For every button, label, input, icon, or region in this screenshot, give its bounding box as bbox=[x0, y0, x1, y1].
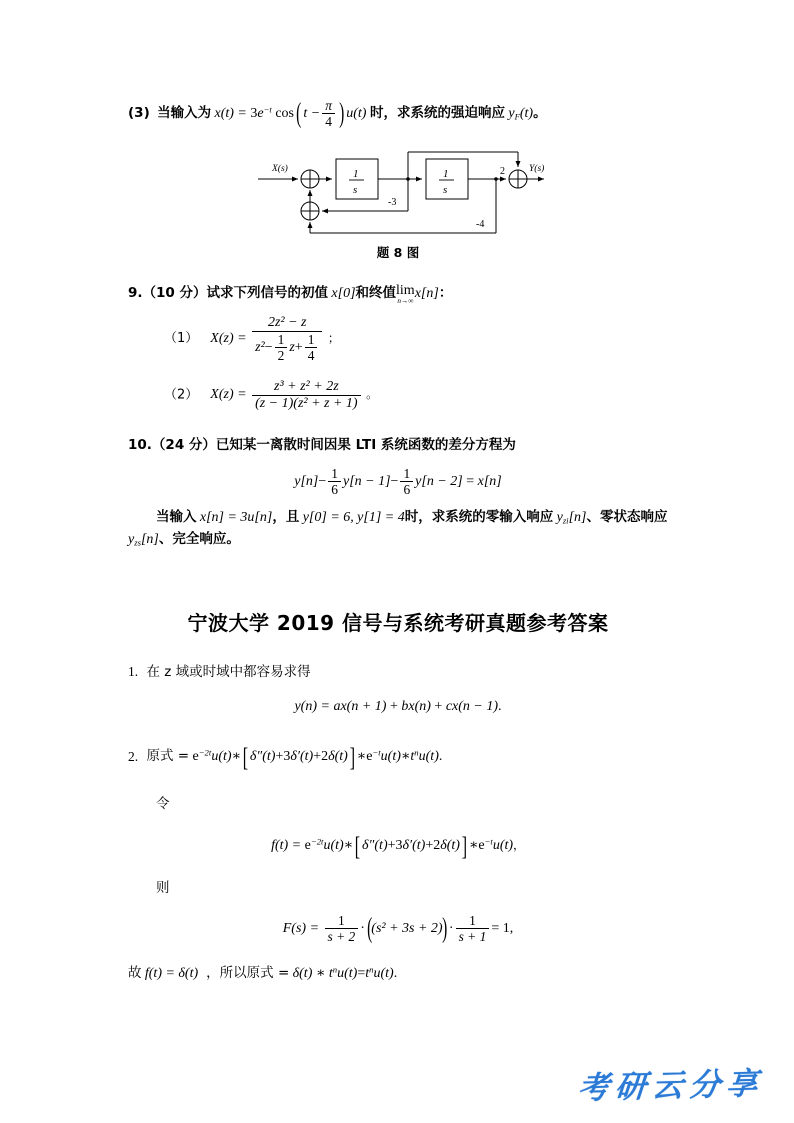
a2l1-e2-base: e bbox=[366, 749, 373, 765]
diagram-gain-inner: -3 bbox=[388, 197, 397, 209]
a1-coef-a: a bbox=[333, 698, 341, 714]
a2l2-plus2: + bbox=[425, 838, 434, 854]
a2l1-period: . bbox=[438, 749, 443, 765]
den-fraction-2 bbox=[305, 332, 318, 363]
a2l2-delta2: δ″(t) bbox=[362, 838, 388, 854]
a2l4-comma: ，所以原式 = bbox=[206, 964, 290, 981]
item2-fraction bbox=[252, 379, 361, 411]
a2l2-e2-pow: −t bbox=[484, 836, 493, 847]
condition-init2: y[1] = 4 bbox=[357, 510, 405, 526]
formula-exp-base: e bbox=[257, 105, 264, 121]
a2l2-coef3: 3 bbox=[395, 838, 403, 854]
a2l4-expr1: δ(t) ∗ t bbox=[292, 965, 333, 981]
eq-term1: y[n] bbox=[294, 473, 319, 489]
a2l2-u2: u(t) bbox=[492, 838, 514, 854]
a2l4-eq: = bbox=[357, 965, 366, 981]
answer2-line1 bbox=[128, 737, 668, 778]
answer1-formula bbox=[294, 699, 501, 714]
a1-coef-c: c bbox=[445, 698, 453, 714]
question9-limit bbox=[396, 284, 415, 305]
eq-term3: y[n − 2] bbox=[415, 473, 463, 489]
item1-terminator: ； bbox=[327, 331, 340, 346]
question9-points: （10 分） bbox=[142, 285, 207, 302]
den-frac1-num: 1 bbox=[277, 331, 285, 347]
response-zi bbox=[557, 510, 587, 525]
watermark: 考研云分享 bbox=[576, 1065, 765, 1107]
answer2-line4 bbox=[128, 963, 668, 985]
answer1-lead-text: 在 z 域或时域中都容易求得 bbox=[146, 663, 311, 680]
question9-stem bbox=[128, 283, 668, 305]
resp1-argument: [n] bbox=[568, 510, 587, 526]
a2l2-u1: u(t) bbox=[323, 838, 344, 854]
eq-minus1: − bbox=[318, 473, 327, 489]
eq-minus2: − bbox=[390, 473, 399, 489]
question9-text-before: 试求下列信号的初值 bbox=[206, 285, 329, 302]
condition-input: x[n] = 3u[n] bbox=[199, 510, 273, 526]
formula-arg-main: t − bbox=[303, 105, 321, 121]
answer2-expression-3: F(s) = $\frac{1}{s + 2}$ ·((s² + 3s + 2)) · $\frac{1}{s + 1}$ = 1, bbox=[282, 912, 514, 945]
a2l2-comma: ， bbox=[513, 838, 525, 853]
a2l1-delta0: δ(t) bbox=[328, 749, 348, 765]
a2l3-frac1-num: 1 bbox=[338, 913, 345, 929]
a2l4-gu: 故 bbox=[128, 964, 142, 981]
block-diagram-svg bbox=[248, 149, 548, 241]
question10-points: （24 分） bbox=[151, 437, 216, 454]
limit-operator: lim bbox=[396, 282, 415, 298]
block-diagram bbox=[248, 149, 548, 241]
a2l4-expr1-pow: n bbox=[332, 964, 338, 975]
a1-plus1: + bbox=[389, 698, 398, 714]
eq-rhs: x[n] bbox=[477, 473, 502, 489]
fraction-denominator: 4 bbox=[322, 113, 335, 129]
formula-arg-fraction bbox=[322, 98, 335, 129]
condition-lead: 当输入 bbox=[156, 509, 197, 526]
figure-caption: 题 8 图 bbox=[376, 245, 420, 261]
condition-init1: y[0] = 6, bbox=[302, 510, 354, 526]
a1-term1: x(n + 1) bbox=[340, 698, 387, 714]
den-minus: − bbox=[264, 339, 273, 355]
a2l4-expression bbox=[293, 966, 398, 981]
eq-equals: = bbox=[466, 473, 475, 489]
formula-exp-power: −t bbox=[263, 104, 272, 115]
response-zs bbox=[128, 532, 159, 547]
a2l2-bracket-open: [ bbox=[354, 830, 361, 861]
a2l2-lhs: f(t) = bbox=[271, 838, 302, 854]
condition-tail: 时，求系统的零输入响应 bbox=[404, 509, 554, 526]
item1-fraction bbox=[252, 315, 322, 363]
a2l3-equals: = 1, bbox=[491, 920, 514, 936]
resp2-subscript: zs bbox=[134, 537, 141, 548]
a1-plus2: + bbox=[434, 698, 443, 714]
a2l1-tn: t bbox=[410, 749, 415, 765]
a2l2-coef2: 2 bbox=[433, 838, 441, 854]
answers-heading: 宁波大学 2019 信号与系统考研真题参考答案 bbox=[187, 610, 609, 635]
item2-denominator: (z − 1)(z² + z + 1) bbox=[252, 395, 361, 412]
part3-end: 。 bbox=[533, 104, 547, 121]
a2l3-dot2: · bbox=[448, 920, 454, 936]
a1-term3: x(n − 1) bbox=[452, 698, 499, 714]
question10-number: 10. bbox=[128, 437, 152, 454]
eq-frac1-num: 1 bbox=[331, 466, 338, 482]
a2l1-conv3: ∗ bbox=[400, 749, 411, 765]
a2l1-plus1: + bbox=[275, 749, 284, 765]
a2l2-bracket-close: ] bbox=[461, 830, 468, 861]
a2l4-expr2-pow: n bbox=[369, 964, 374, 975]
a2l1-delta1: δ′(t) bbox=[290, 749, 314, 765]
a2l3-frac1-den: s + 2 bbox=[325, 928, 359, 944]
a2l1-e-pow: −2t bbox=[198, 747, 212, 758]
a2l2-delta0: δ(t) bbox=[440, 838, 460, 854]
resp2-symbol: y bbox=[128, 531, 135, 547]
a2l1-e-base: e bbox=[192, 749, 199, 765]
resp1-subscript: zi bbox=[562, 515, 569, 526]
a2l2-conv2: ∗ bbox=[468, 838, 479, 854]
a2l1-bracket-open: [ bbox=[242, 741, 249, 772]
a1-period: . bbox=[498, 698, 502, 714]
a2l4-f-eq: f(t) = δ(t) bbox=[144, 965, 199, 981]
diagram-block1-num: 1 bbox=[353, 168, 359, 181]
question10-condition bbox=[128, 507, 668, 550]
item1-denominator bbox=[252, 331, 322, 363]
answer2-expression-2 bbox=[271, 830, 525, 861]
condition-comma: ，且 bbox=[272, 509, 300, 526]
a2l1-tn-pow: n bbox=[414, 747, 419, 758]
part3-lead: 当输入为 bbox=[157, 104, 212, 121]
part3-answer bbox=[508, 106, 533, 121]
diagram-gain-outer: -4 bbox=[476, 219, 485, 231]
item2-numerator: z³ + z² + 2z bbox=[274, 378, 339, 394]
den-frac1-den: 2 bbox=[275, 347, 288, 363]
resp2-argument: [n] bbox=[140, 531, 159, 547]
part3-tail: 时，求系统的强迫响应 bbox=[369, 104, 505, 121]
a2l1-bracket-close: ] bbox=[349, 741, 355, 772]
item1-lhs: X(z) = bbox=[210, 331, 247, 347]
answer2-line3 bbox=[128, 913, 668, 945]
diagram-block2-num: 1 bbox=[443, 168, 449, 181]
a2l3-fraction2 bbox=[456, 913, 490, 944]
answer2-ling: 令 bbox=[156, 795, 170, 812]
diagram-block2-den: s bbox=[443, 184, 448, 197]
page-content bbox=[128, 92, 668, 984]
diagram-gain-forward: 2 bbox=[500, 166, 505, 178]
a2l2-e-pow: −2t bbox=[310, 836, 324, 847]
diagram-output-label: Y(s) bbox=[529, 164, 545, 175]
formula-trig: cos bbox=[275, 105, 295, 121]
item2-label: （2） bbox=[164, 387, 199, 403]
item2-equation bbox=[210, 378, 379, 411]
question9-limit-expression: x[n] bbox=[414, 286, 439, 302]
a2l4-expr2: t bbox=[365, 965, 370, 981]
eq-fraction2 bbox=[400, 466, 413, 497]
diagram-block1-den: s bbox=[353, 184, 358, 197]
a2l1-u3: u(t) bbox=[418, 749, 439, 765]
a1-coef-b: b bbox=[401, 698, 409, 714]
answer1-equation bbox=[128, 697, 668, 715]
question9-colon: ： bbox=[438, 285, 453, 302]
answer-subscript: F bbox=[514, 111, 520, 122]
formula-coefficient: 3 bbox=[250, 105, 258, 121]
limit-subscript: n→∞ bbox=[397, 296, 414, 305]
a2l1-conv2: ∗ bbox=[356, 749, 367, 765]
resp1-symbol: y bbox=[556, 510, 563, 526]
question9-item-1 bbox=[128, 315, 668, 363]
a2l1-plus2: + bbox=[313, 749, 322, 765]
a2l3-lhs: F(s) = bbox=[282, 920, 320, 936]
answer-symbol: y bbox=[508, 105, 515, 121]
answer1-lead bbox=[128, 662, 668, 683]
eq-term2: y[n − 1] bbox=[342, 473, 391, 489]
item2-terminator: 。 bbox=[366, 387, 379, 402]
question10-equation bbox=[128, 466, 668, 497]
answer-argument: (t) bbox=[519, 105, 534, 121]
a2l2-e-base: e bbox=[304, 838, 311, 854]
a2l1-e2-pow: −t bbox=[372, 747, 381, 758]
den-variable: z bbox=[289, 339, 295, 355]
a2l4-period: . bbox=[393, 965, 398, 981]
formula-step: u(t) bbox=[346, 105, 367, 121]
eq-frac2-den: 6 bbox=[400, 481, 413, 497]
difference-equation bbox=[294, 466, 502, 498]
a1-term2: x(n) bbox=[408, 698, 431, 714]
condition-end: 、完全响应。 bbox=[158, 530, 240, 547]
eq-frac1-den: 6 bbox=[328, 481, 341, 497]
formula-lhs: x(t) = bbox=[214, 105, 247, 121]
a1-lhs: y(n) = bbox=[294, 698, 330, 714]
a2l2-plus1: + bbox=[387, 838, 396, 854]
den-fraction-1 bbox=[275, 332, 288, 363]
den-term-a: z² bbox=[255, 339, 265, 355]
answer2-expression-1 bbox=[192, 741, 443, 772]
eq-frac2-num: 1 bbox=[403, 466, 411, 482]
item2-lhs: X(z) = bbox=[210, 387, 247, 403]
a2l3-fraction1 bbox=[325, 913, 359, 944]
question10-stem bbox=[128, 435, 668, 456]
condition-mid: 、零状态响应 bbox=[586, 509, 668, 526]
a2l3-frac2-num: 1 bbox=[469, 913, 476, 929]
question9-text-mid: 和终值 bbox=[355, 285, 397, 302]
a2l4-expr1-u: u(t) bbox=[337, 965, 358, 981]
a2l3-dot1: · bbox=[360, 920, 365, 936]
a2l1-delta2: δ″(t) bbox=[249, 749, 276, 765]
a2l2-delta1: δ′(t) bbox=[402, 838, 426, 854]
eq-fraction1 bbox=[328, 466, 341, 497]
a2l1-coef3: 3 bbox=[283, 749, 291, 765]
den-frac2-den: 4 bbox=[305, 347, 318, 363]
den-frac2-num: 1 bbox=[307, 331, 315, 347]
a2l1-conv1: ∗ bbox=[231, 749, 242, 765]
part3-formula: $x(t) = 3e^{-t}$ cos( t − $\frac{\pi}{4}$ ) u(t) bbox=[214, 98, 367, 130]
question8-figure bbox=[128, 149, 668, 261]
a2l3-mid: (s² + 3s + 2) bbox=[371, 920, 443, 936]
item1-numerator: 2z² − z bbox=[267, 315, 307, 331]
a2l2-e2-base: e bbox=[478, 838, 485, 854]
answer2-lead-label: 原式 = bbox=[146, 748, 190, 765]
a2l1-u2: u(t) bbox=[380, 749, 401, 765]
part3-label: (3) bbox=[128, 104, 150, 121]
diagram-input-label: X(s) bbox=[272, 164, 288, 175]
a2l2-conv1: ∗ bbox=[343, 838, 354, 854]
answer1-number: 1. bbox=[128, 663, 139, 679]
fraction-numerator: π bbox=[325, 98, 332, 114]
item1-equation bbox=[210, 315, 340, 363]
a2l1-coef2: 2 bbox=[321, 749, 329, 765]
item1-label: （1） bbox=[164, 331, 199, 347]
question9-initial-value: x[0] bbox=[331, 286, 356, 302]
question10-text: 已知某一离散时间因果 LTI 系统函数的差分方程为 bbox=[215, 437, 516, 454]
answer2-ze: 则 bbox=[156, 879, 170, 896]
den-plus: + bbox=[294, 339, 303, 355]
answer2-line2 bbox=[128, 831, 668, 862]
a2l1-u1: u(t) bbox=[211, 749, 232, 765]
a2l3-frac2-den: s + 1 bbox=[456, 928, 490, 944]
question9-item-2 bbox=[128, 379, 668, 411]
question8-part3 bbox=[128, 92, 668, 135]
a2l4-expr2-u: u(t) bbox=[373, 965, 394, 981]
question9-number: 9. bbox=[128, 285, 143, 302]
answer2-number: 2. bbox=[128, 748, 139, 764]
